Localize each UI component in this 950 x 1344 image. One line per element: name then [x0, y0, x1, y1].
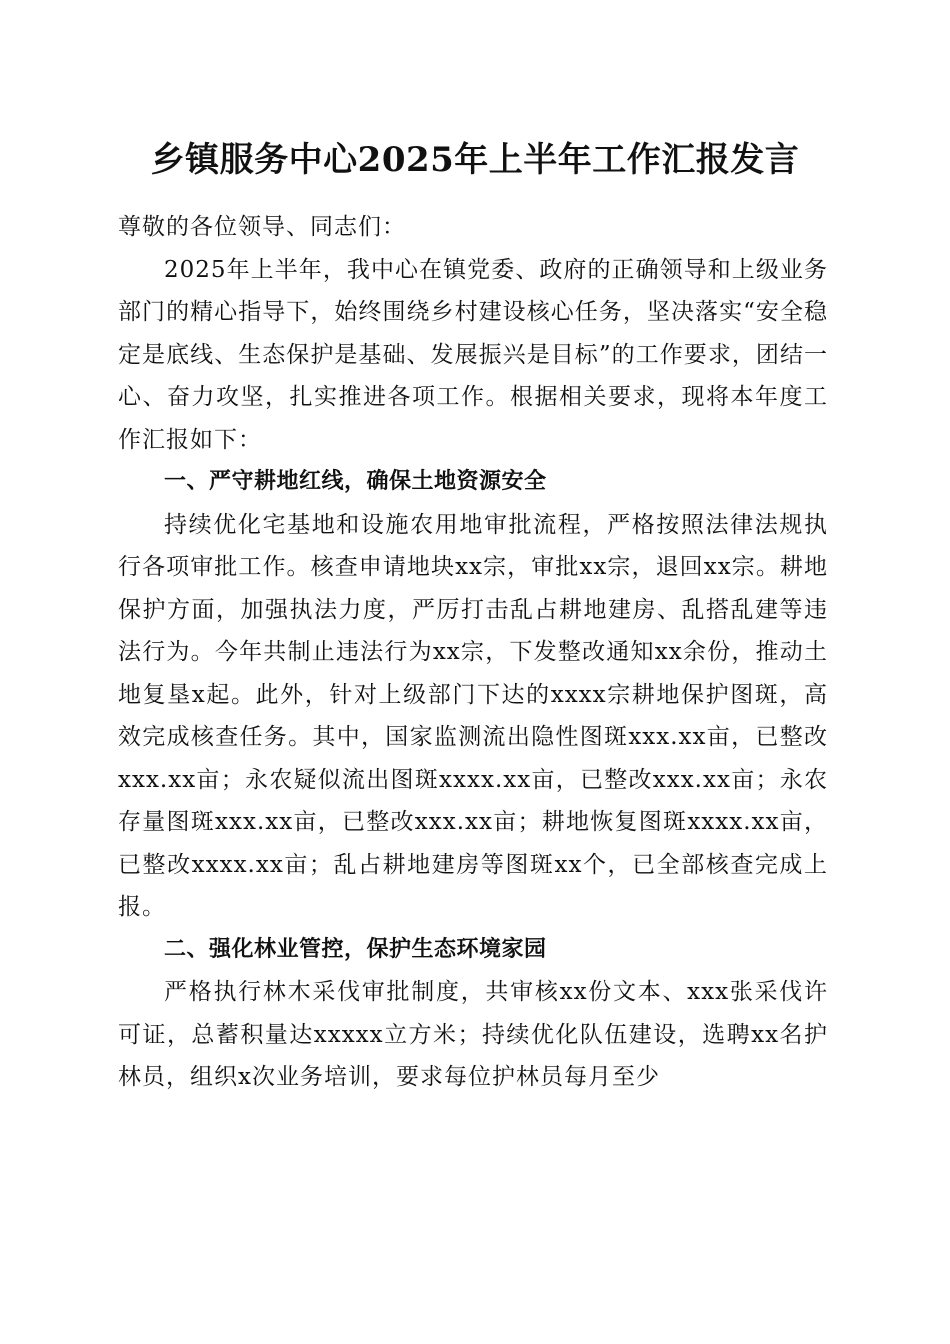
document-body	[118, 206, 828, 1099]
section-heading-1: 一、严守耕地红线，确保土地资源安全	[164, 469, 547, 494]
intro-paragraph: 2025年上半年，我中心在镇党委、政府的正确领导和上级业务部门的精心指导下，始终围绕乡村建设核心任务，坚决落实“安全稳定是底线、生态保护是基础、发展振兴是目标”的工作要求，团结一心、奋力攻坚，扎实推进各项工作。根据相关要求，现将本年度工作汇报如下：	[118, 256, 828, 453]
section-paragraph-2: 严格执行林木采伐审批制度，共审核xx份文本、xxx张采伐许可证，总蓄积量达xxxxx立方米；持续优化队伍建设，选聘xx名护林员，组织x次业务培训，要求每位护林员每月至少	[118, 979, 828, 1090]
document-title: 乡镇服务中心2025年上半年工作汇报发言	[150, 140, 800, 180]
salutation: 尊敬的各位领导、同志们：	[118, 214, 406, 240]
section-paragraph-1: 持续优化宅基地和设施农用地审批流程，严格按照法律法规执行各项审批工作。核查申请地块xx宗，审批xx宗，退回xx宗。耕地保护方面，加强执法力度，严厉打击乱占耕地建房、乱搭乱建等违法行为。今年共制止违法行为xx宗，下发整改通知xx余份，推动土地复垦x起。此外，针对上级部门下达的xxxx宗耕地保护图斑，高效完成核查任务。其中，国家监测流出隐性图斑xxx.xx亩，已整改xxx.xx亩；永农疑似流出图斑xxxx.xx亩，已整改xxx.xx亩；永农存量图斑xxx.xx亩，已整改xxx.xx亩；耕地恢复图斑xxxx.xx亩，已整改xxxx.xx亩；乱占耕地建房等图斑xx个，已全部核查完成上报。	[118, 511, 828, 920]
section-heading-2: 二、强化林业管控，保护生态环境家园	[164, 936, 547, 962]
